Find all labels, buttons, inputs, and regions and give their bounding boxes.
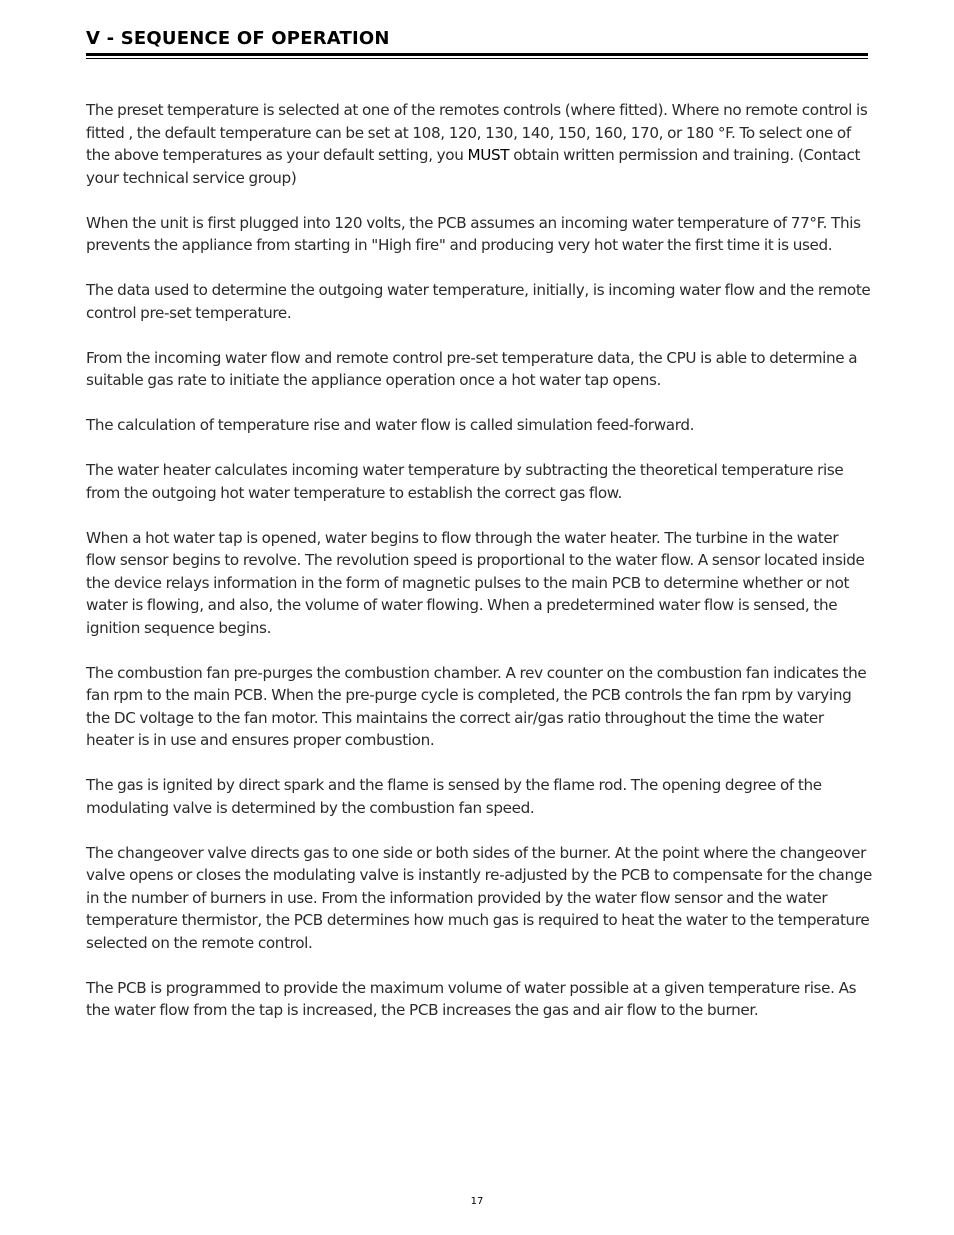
paragraph-text: obtain written permission and training. (Contact your technical service group) [86,146,861,187]
paragraph-default-temperature [86,99,872,189]
paragraph-outgoing-data: The data used to determine the outgoing water temperature, initially, is incoming water flow and the remote control pre-set temperature. [86,281,871,322]
paragraph-gas-rate: From the incoming water flow and remote control pre-set temperature data, the CPU is able to determine a suitable gas rate to initiate the appliance operation once a hot water tap opens. [86,348,858,389]
paragraph-ignition: The gas is ignited by direct spark and the flame is sensed by the flame rod. The opening degree of the modulating valve is determined by the combustion fan speed. [86,776,822,817]
paragraph-changeover-valve: The changeover valve directs gas to one side or both sides of the burner. At the point where the changeover valve opens or closes the modulating valve is instantly re-adjusted by the PCB to compensate for the change in the number of burners in use. From the information provided by the water flow sensor and the water temperature thermistor, the PCB determines how much gas is required to heat the water to the temperature selected on the remote control. [86,843,873,952]
title-rule-thick [86,53,868,56]
paragraph-water-flow-sensor: When a hot water tap is opened, water begins to flow through the water heater. The turbine in the water flow sensor begins to revolve. The revolution speed is proportional to the water flow. A sensor located inside the device relays information in the form of magnetic pulses to the main PCB to determine whether or not water is flowing, and also, the volume of water flowing. When a predetermined water flow is sensed, the ignition sequence begins. [86,528,865,637]
paragraph-text: The preset temperature is selected at one of the remotes controls (where fitted). Where no remote control is fitted , the default temperature can be set at 108, 120, 130, 140, 150, 160, 170, or 180 °F. To select one of the above temperatures as your default setting, you [86,101,868,164]
page-header [86,27,868,59]
emphasis-must: MUST [467,146,510,164]
paragraph-maximum-volume: The PCB is programmed to provide the maximum volume of water possible at a given temperature rise. As the water flow from the tap is increased, the PCB increases the gas and air flow to the burner. [86,978,857,1019]
paragraph-combustion-fan: The combustion fan pre-purges the combustion chamber. A rev counter on the combustion fan indicates the fan rpm to the main PCB. When the pre-purge cycle is completed, the PCB controls the fan rpm by varying the DC voltage to the fan motor. This maintains the correct air/gas ratio throughout the time the water heater is in use and ensures proper combustion. [86,663,867,749]
section-title: V - SEQUENCE OF OPERATION [86,28,390,49]
paragraph-incoming-temperature: The water heater calculates incoming water temperature by subtracting the theoretical temperature rise from the outgoing hot water temperature to establish the correct gas flow. [86,461,844,502]
paragraph-simulation: The calculation of temperature rise and water flow is called simulation feed-forward. [86,416,695,434]
title-rule-thin [86,58,868,59]
body-text [86,99,872,1044]
page-number: 17 [470,1196,484,1207]
paragraph-first-plugged: When the unit is first plugged into 120 volts, the PCB assumes an incoming water temperature of 77°F. This prevents the appliance from starting in "High fire" and producing very hot water the first time it is used. [86,213,861,254]
